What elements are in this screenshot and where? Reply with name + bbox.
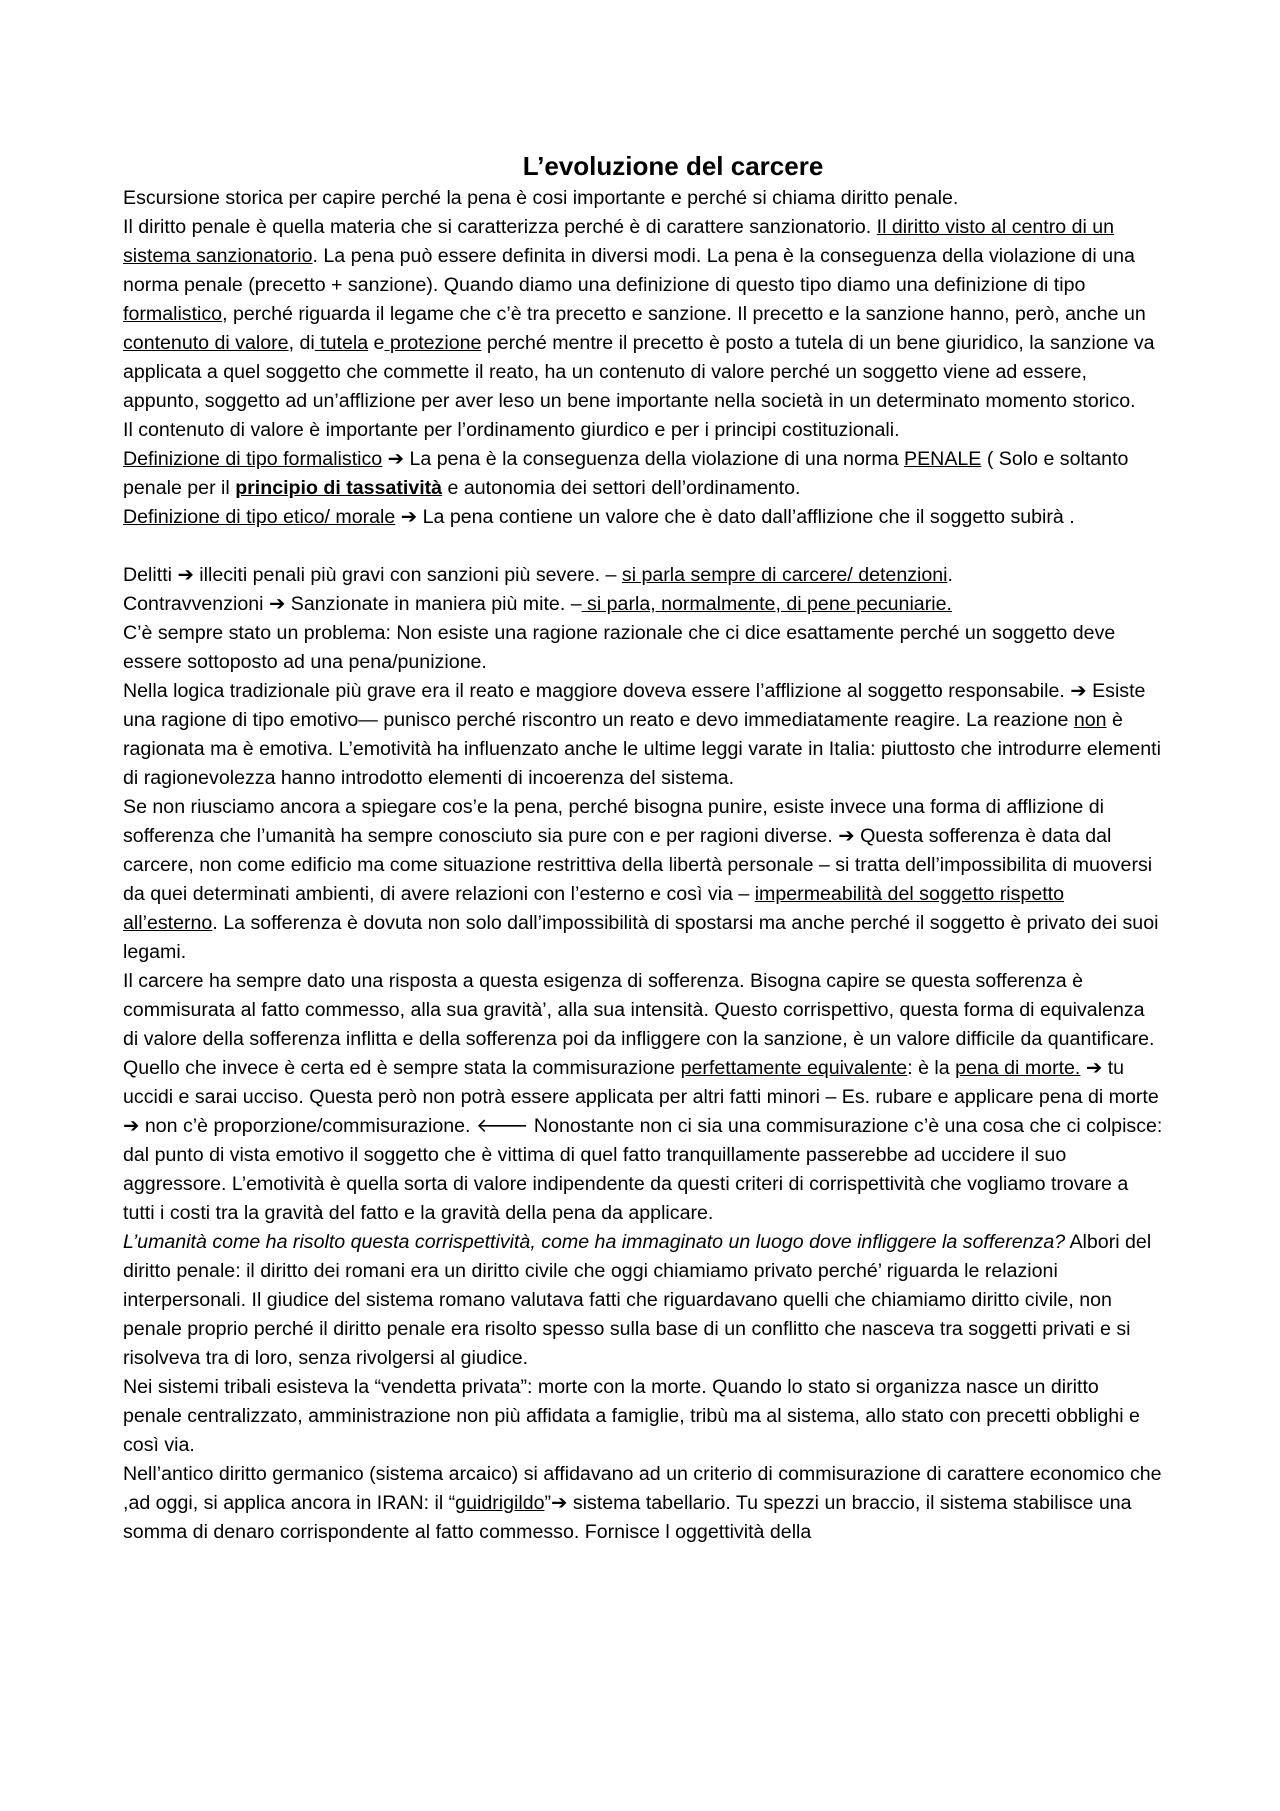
text-run: è ragionata ma è emotiva. L’emotività ha influenzato anche le ultime leggi varate in Italia: piuttosto che introdurre elementi di ragionevolezza hanno introdotto elementi di incoerenza del sistema. <box>123 709 1161 789</box>
text-run: Delitti ➔ illeciti penali più gravi con sanzioni più severe. – <box>123 564 622 586</box>
text-run: , perché riguarda il legame che c’è tra precetto e sanzione. Il precetto e la sanzione hanno, però, anche un <box>222 303 1146 325</box>
text-run: . La sofferenza è dovuta non solo dall’impossibilità di spostarsi ma anche perché il soggetto è privato dei suoi legami. <box>123 912 1159 963</box>
text-run: , di <box>288 332 315 354</box>
text-run: Nell’antico diritto germanico (sistema arcaico) si affidavano ad un criterio di commisurazione di carattere economico che ,ad oggi, si applica ancora in IRAN: il “ <box>123 1463 1162 1514</box>
paragraph <box>123 967 1163 1228</box>
text-run: protezione <box>384 332 482 354</box>
text-run: : è la <box>907 1057 956 1079</box>
paragraph <box>123 677 1163 793</box>
text-run: pena di morte. <box>955 1057 1081 1079</box>
paragraph <box>123 213 1163 416</box>
text-run: guidrigildo <box>455 1492 545 1514</box>
text-run: Contravvenzioni ➔ Sanzionate in maniera più mite. – <box>123 593 582 615</box>
text-run: ( Solo e soltanto penale per il <box>123 448 1129 499</box>
document-paragraphs <box>123 184 1163 1547</box>
paragraph <box>123 503 1163 532</box>
text-run: Definizione di tipo formalistico <box>123 448 383 470</box>
paragraph <box>123 416 1163 445</box>
text-run: ”➔ sistema tabellario. Tu spezzi un braccio, il sistema stabilisce una somma di denaro corrispondente al fatto commesso. Fornisce l oggettività della <box>123 1492 1132 1543</box>
text-run: C’è sempre stato un problema: Non esiste una ragione razionale che ci dice esattamente perché un soggetto deve essere sottoposto ad una pena/punizione. <box>123 622 1116 673</box>
text-run: Nei sistemi tribali esisteva la “vendetta privata”: morte con la morte. Quando lo stato si organizza nasce un diritto penale centralizzato, amministrazione non più affidata a famiglie, tribù ma al sistema, allo stato con precetti obblighi e così via. <box>123 1376 1140 1456</box>
text-run: si parla sempre di carcere/ detenzioni <box>621 564 948 586</box>
text-run: Il diritto visto al centro di un sistema sanzionatorio <box>123 216 1115 267</box>
text-run: . La pena può essere definita in diversi modi. La pena è la conseguenza della violazione di una norma penale (precetto + sanzione). Quando diamo una definizione di questo tipo diamo una definizione di tipo <box>123 245 1135 296</box>
paragraph <box>123 184 1163 213</box>
text-run: e <box>368 332 385 354</box>
text-run: Albori del diritto penale: il diritto dei romani era un diritto civile che oggi chiamiamo privato perché’ riguarda le relazioni interpersonali. Il giudice del sistema romano valutava fatti che riguardavano quelli che chiamiamo diritto civile, non penale proprio perché il diritto penale era risolto spesso sulla base di un conflitto che nasceva tra soggetti privati e si risolveva tra di loro, senza rivolgersi al giudice. <box>123 1231 1152 1369</box>
text-run: si parla, normalmente, di pene pecuniarie. <box>581 593 952 615</box>
text-run: perfettamente equivalente <box>680 1057 908 1079</box>
paragraph <box>123 590 1163 619</box>
paragraph <box>123 1460 1163 1547</box>
text-run: PENALE <box>904 448 982 470</box>
text-run: formalistico <box>123 303 223 325</box>
text-run: ➔ tu uccidi e sarai ucciso. Questa però non potrà essere applicata per altri fatti minori – Es. rubare e applicare pena di morte ➔ non c’è proporzione/commisurazione. 🡐 Nonostante non ci sia una commisurazione c’è una cosa che ci colpisce: dal punto di vista emotivo il soggetto che è vittima di quel fatto tranquillamente passerebbe ad uccidere il suo aggressore. L’emotività è quella sorta di valore indipendente da questi criteri di corrispettività che vogliamo trovare a tutti i costi tra la gravità del fatto e la gravità della pena da applicare. <box>123 1057 1163 1224</box>
text-run: perché mentre il precetto è posto a tutela di un bene giuridico, la sanzione va applicata a quel soggetto che commette il reato, ha un contenuto di valore perché un soggetto viene ad essere, appunto, soggetto ad un’afflizione per aver leso un bene importante nella società in un determinato momento storico. <box>123 332 1155 412</box>
paragraph <box>123 561 1163 590</box>
text-run: e autonomia dei settori dell’ordinamento. <box>442 477 801 499</box>
document-title: L’evoluzione del carcere <box>522 151 824 181</box>
text-run: non <box>1073 709 1107 731</box>
text-run: Il carcere ha sempre dato una risposta a questa esigenza di sofferenza. Bisogna capire se questa sofferenza è commisurata al fatto commesso, alla sua gravità’, alla sua intensità. Questo corrispettivo, questa forma di equivalenza di valore della sofferenza inflitta e della sofferenza poi da infliggere con la sanzione, è un valore difficile da quantificare. Quello che invece è certa ed è sempre stata la commisurazione <box>123 970 1155 1079</box>
paragraph <box>123 793 1163 967</box>
paragraph <box>123 1373 1163 1460</box>
blank-line <box>123 532 1163 561</box>
text-run: ➔ La pena è la conseguenza della violazione di una norma <box>382 448 905 470</box>
paragraph <box>123 1228 1163 1373</box>
text-run: . <box>947 564 953 586</box>
text-run: Nella logica tradizionale più grave era il reato e maggiore doveva essere l’afflizione al soggetto responsabile. ➔ Esiste una ragione di tipo emotivo— punisco perché riscontro un reato e devo immediatamente reagire. La reazione <box>123 680 1146 731</box>
text-run: contenuto di valore <box>123 332 289 354</box>
text-run: Escursione storica per capire perché la pena è cosi importante e perché si chiama diritto penale. <box>123 187 959 209</box>
text-run: principio di tassatività <box>235 477 443 499</box>
paragraph <box>123 445 1163 503</box>
text-run: Il contenuto di valore è importante per l’ordinamento giurdico e per i principi costituzionali. <box>123 419 900 441</box>
document-body <box>123 150 1163 1547</box>
text-run: L’umanità come ha risolto questa corrispettività, come ha immaginato un luogo dove infliggere la sofferenza? <box>123 1231 1066 1253</box>
paragraph <box>123 619 1163 677</box>
text-run: Definizione di tipo etico/ morale <box>123 506 396 528</box>
text-run: Il diritto penale è quella materia che si caratterizza perché è di carattere sanzionatorio. <box>123 216 877 238</box>
text-run: Se non riusciamo ancora a spiegare cos’e la pena, perché bisogna punire, esiste invece una forma di afflizione di sofferenza che l’umanità ha sempre conosciuto sia pure con e per ragioni diverse. ➔ Questa sofferenza è data dal carcere, non come edificio ma come situazione restrittiva della libertà personale – si tratta dell’impossibilita di muoversi da quei determinati ambienti, di avere relazioni con l’esterno e così via – <box>123 796 1153 905</box>
text-run: ➔ La pena contiene un valore che è dato dall’afflizione che il soggetto subirà . <box>395 506 1075 528</box>
text-run: impermeabilità del soggetto rispetto all’esterno <box>123 883 1065 934</box>
text-run: tutela <box>314 332 369 354</box>
